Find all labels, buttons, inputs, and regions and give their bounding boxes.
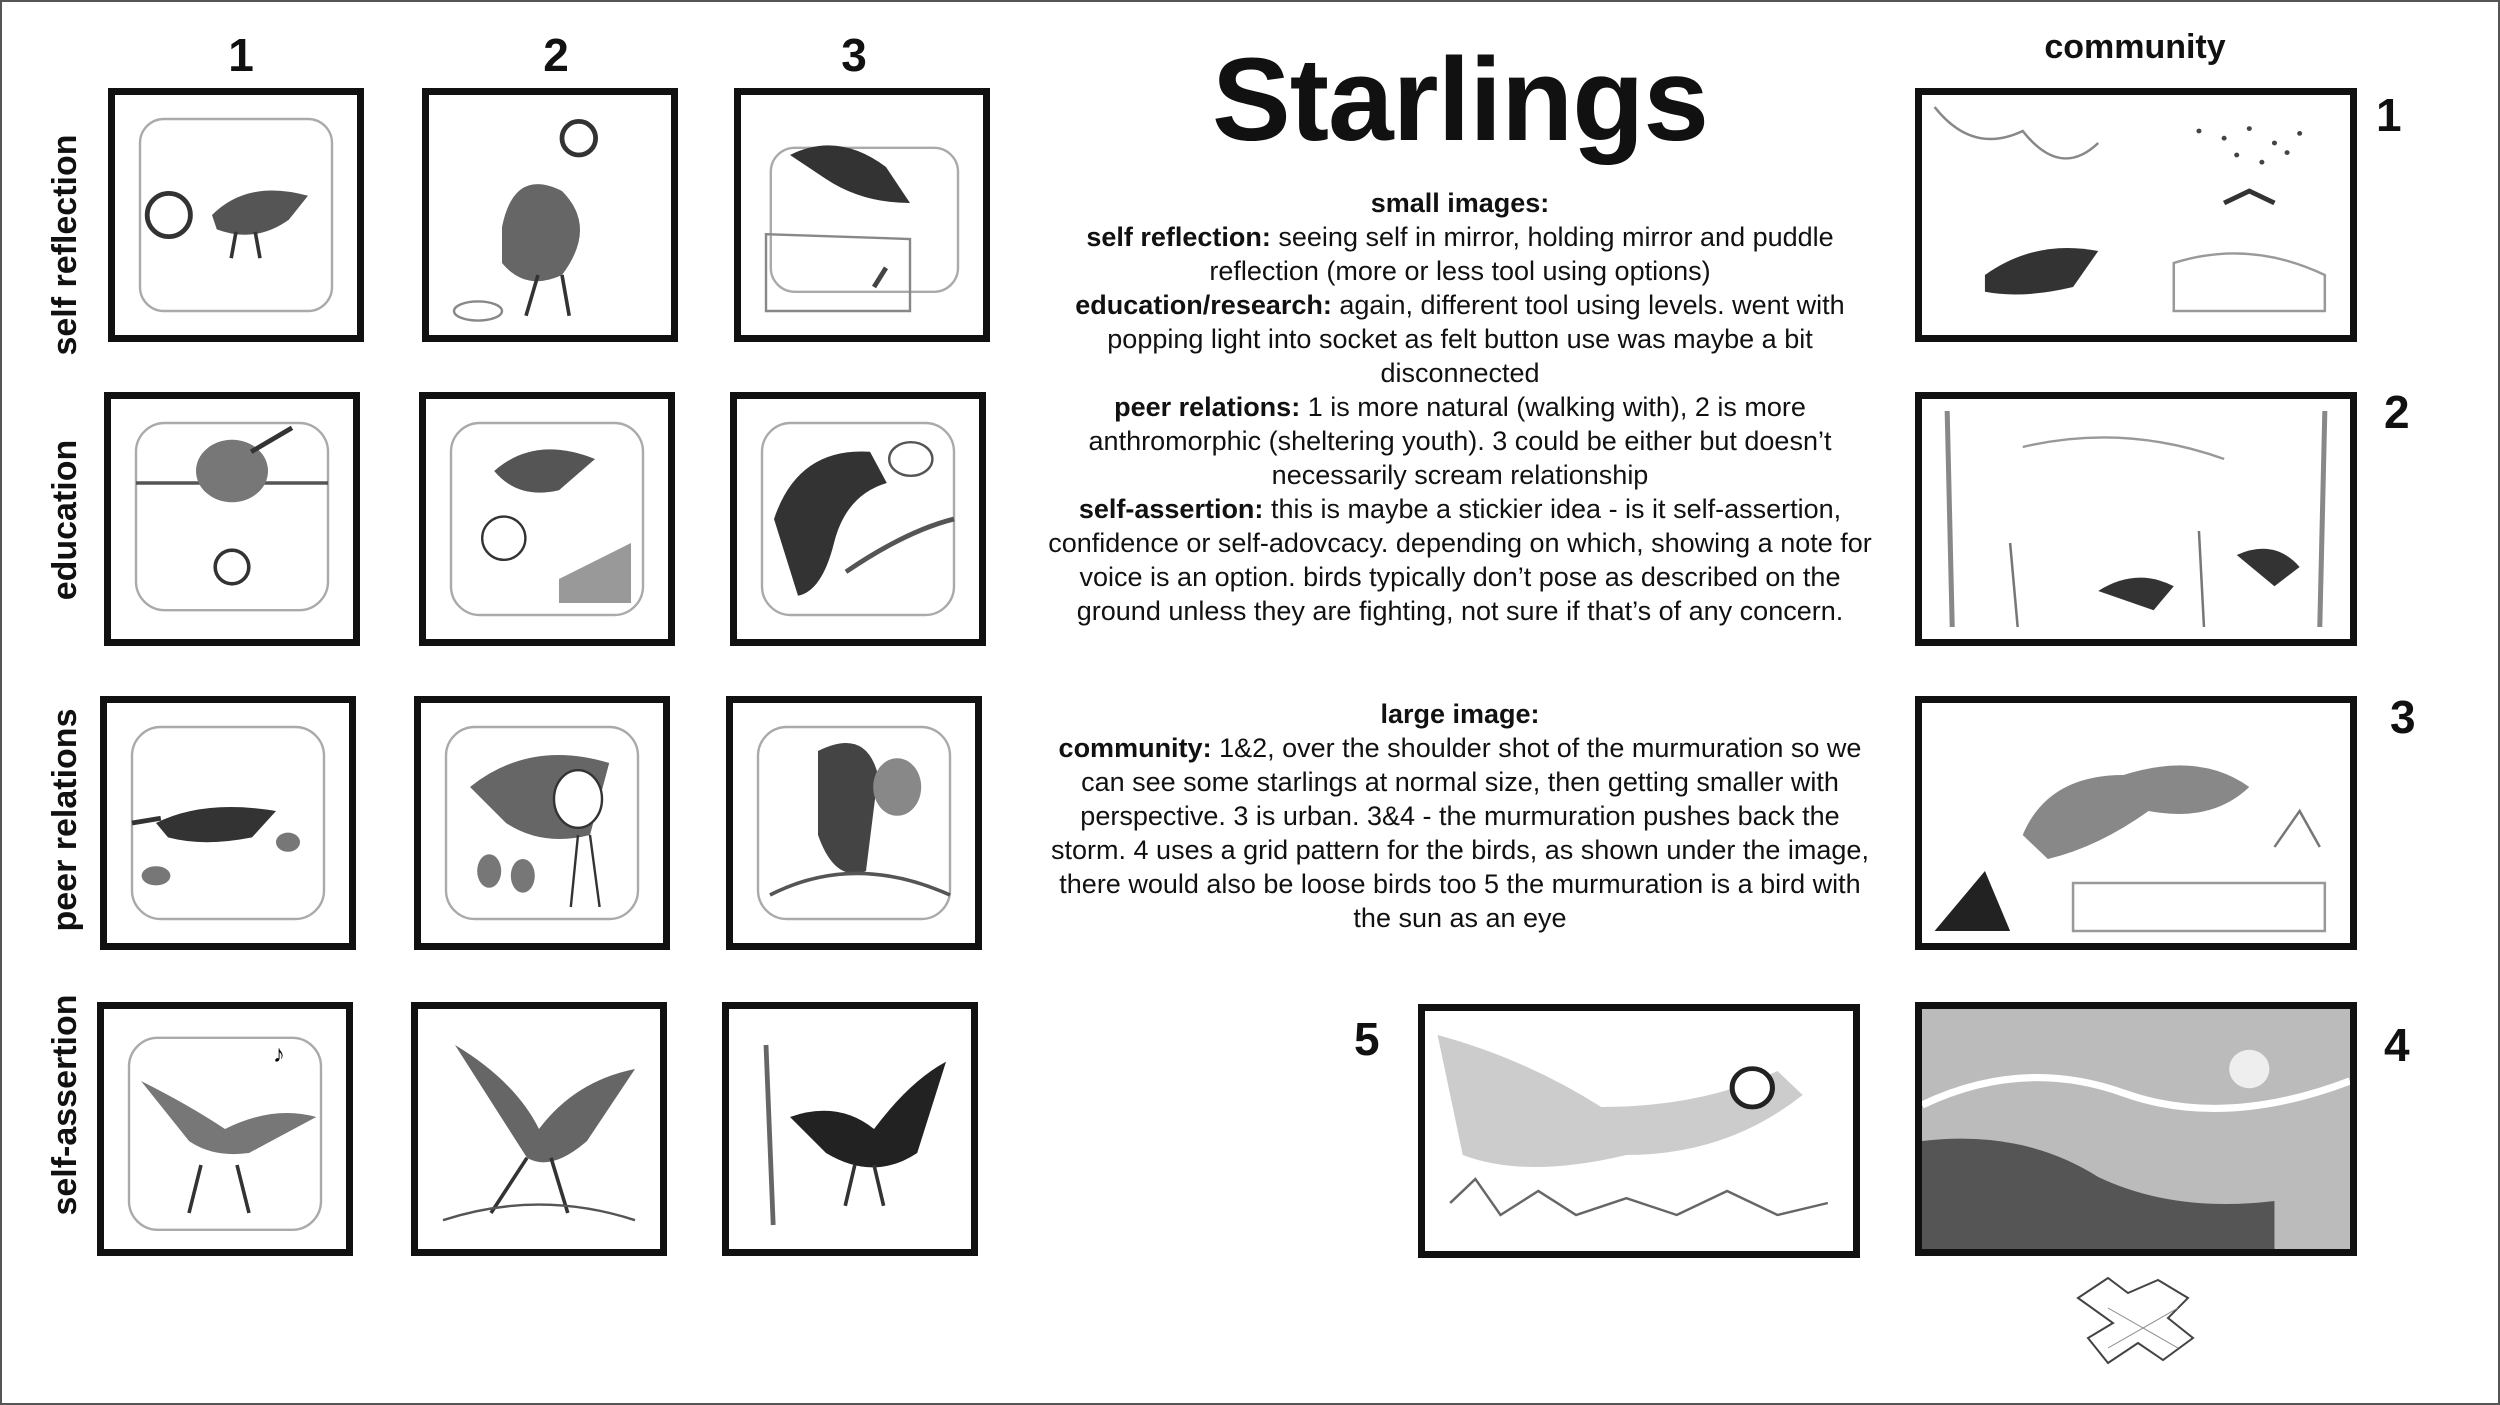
large-image-notes [1040,697,1880,935]
note-assertion-text: this is maybe a stickier idea - is it self-assertion, confidence or self-adovcacy. depending on which, showing a note for voice is an option. birds typically don’t pose as described on the ground unless they are fighting, not sure if that’s of any concern. [1048,494,1872,626]
community-label: community [2044,28,2226,66]
row-label-self-reflection: self reflection [46,134,84,356]
large-image-heading: large image: [1380,699,1540,729]
sketch-education-1 [104,392,360,646]
community-sketch-1 [1915,88,2357,342]
note-community-text: 1&2, over the shoulder shot of the murmuration so we can see some starlings at normal size, then getting smaller with perspective. 3 is urban. 3&4 - the murmuration pushes back the storm. 4 uses a grid pattern for the birds, as shown under the image, there would also be loose birds too 5 the murmuration is a bird with the sun as an eye [1051,733,1869,933]
sketch-self-reflection-1 [108,88,364,342]
column-number-3: 3 [841,29,867,81]
row-label-peer-relations: peer relations [46,708,84,932]
note-peer-text: 1 is more natural (walking with), 2 is more anthromorphic (sheltering youth). 3 could be either but doesn’t necessarily scream relationship [1088,392,1832,490]
sketch-self-assertion-2 [411,1002,667,1256]
community-number-3: 3 [2390,691,2416,743]
row-label-education: education [46,439,84,601]
sketch-peer-relations-1 [100,696,356,950]
note-education-label: education/research: [1075,290,1332,320]
column-number-2: 2 [543,29,569,81]
sketch-self-reflection-2 [422,88,678,342]
small-images-notes [1040,186,1880,628]
bird-grid-doodle [2068,1268,2218,1378]
note-community-label: community: [1058,733,1212,763]
community-sketch-2 [1915,392,2357,646]
community-number-2: 2 [2384,386,2410,438]
small-images-heading: small images: [1370,188,1550,218]
note-self-reflection-text: seeing self in mirror, holding mirror and puddle reflection (more or less tool using options) [1209,222,1834,286]
note-self-reflection-label: self reflection: [1086,222,1271,252]
page-title: Starlings [1212,34,1708,166]
sketch-education-2 [419,392,675,646]
row-label-self-assertion: self-assertion [46,994,84,1216]
community-sketch-5 [1418,1004,1860,1258]
sketch-peer-relations-3 [726,696,982,950]
note-peer-label: peer relations: [1114,392,1301,422]
sketch-self-assertion-1 [97,1002,353,1256]
svg-text:♪: ♪ [273,1040,285,1068]
sketch-peer-relations-2 [414,696,670,950]
sketch-education-3 [730,392,986,646]
column-number-1: 1 [228,29,254,81]
note-assertion-label: self-assertion: [1078,494,1264,524]
sketch-self-assertion-3 [722,1002,978,1256]
community-number-1: 1 [2376,89,2402,141]
community-sketch-3 [1915,696,2357,950]
community-number-5: 5 [1354,1013,1380,1065]
community-sketch-4 [1915,1002,2357,1256]
community-number-4: 4 [2384,1019,2410,1071]
note-education-text: again, different tool using levels. went with popping light into socket as felt button use was maybe a bit disconnected [1107,290,1845,388]
sketch-self-reflection-3 [734,88,990,342]
